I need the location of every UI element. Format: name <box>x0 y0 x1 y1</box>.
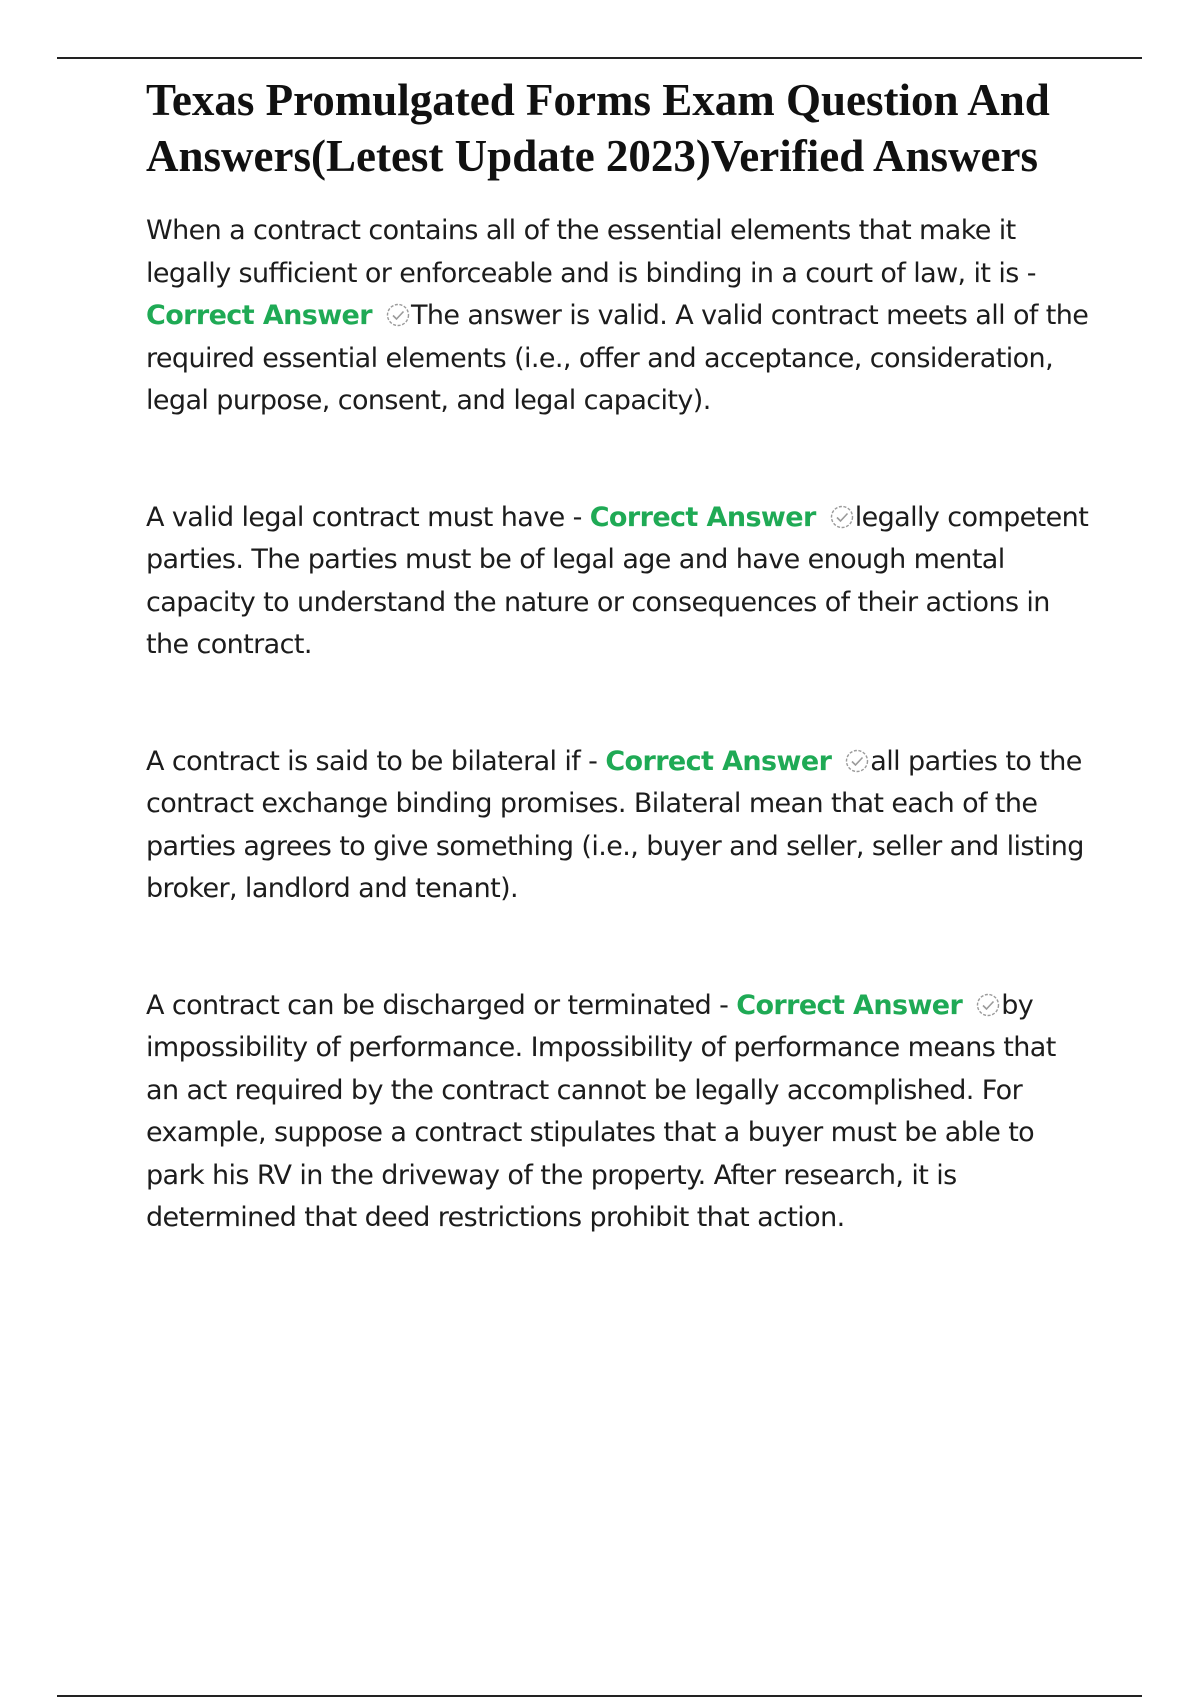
document-title: Texas Promulgated Forms Exam Question And Answers(Letest Update 2023)Verified Answers <box>146 75 1050 181</box>
qa-entry-1 <box>146 210 1091 423</box>
check-badge-icon <box>386 303 410 327</box>
top-rule <box>57 57 1142 59</box>
document-body <box>146 72 1091 1240</box>
question-text: A valid legal contract must have - <box>146 501 590 533</box>
question-text: When a contract contains all of the essential elements that make it legally sufficient or enforceable and is binding in a court of law, it is - <box>146 215 1036 289</box>
correct-answer-label: Correct Answer <box>146 300 372 331</box>
qa-entry-3 <box>146 741 1091 911</box>
correct-answer-label: Correct Answer <box>589 501 816 533</box>
bottom-rule <box>57 1695 1142 1697</box>
question-text: A contract is said to be bilateral if - <box>146 745 606 777</box>
answer-text: by impossibility of performance. Impossibility of performance means that an act required by the contract cannot be legally accomplished. For example, suppose a contract stipulates that a buyer must be able to park his RV in the driveway of the property. After research, it is determined that deed restrictions prohibit that action. <box>146 989 1056 1233</box>
check-badge-icon <box>845 749 869 773</box>
answer-text: all parties to the contract exchange binding promises. Bilateral mean that each of the parties agrees to give something (i.e., buyer and seller, seller and listing broker, landlord and tenant). <box>146 745 1084 904</box>
correct-answer-label: Correct Answer <box>736 989 963 1021</box>
answer-text: The answer is valid. A valid contract meets all of the required essential elements (i.e., offer and acceptance, consideration, legal purpose, consent, and legal capacity). <box>146 300 1089 416</box>
check-badge-icon <box>830 505 854 529</box>
qa-entry-4 <box>146 985 1091 1240</box>
check-badge-icon <box>976 993 1000 1017</box>
qa-entry-2 <box>146 497 1091 667</box>
answer-text: legally competent parties. The parties must be of legal age and have enough mental capacity to understand the nature or consequences of their actions in the contract. <box>146 501 1089 660</box>
correct-answer-label: Correct Answer <box>605 745 832 777</box>
question-text: A contract can be discharged or terminated - <box>146 989 737 1021</box>
